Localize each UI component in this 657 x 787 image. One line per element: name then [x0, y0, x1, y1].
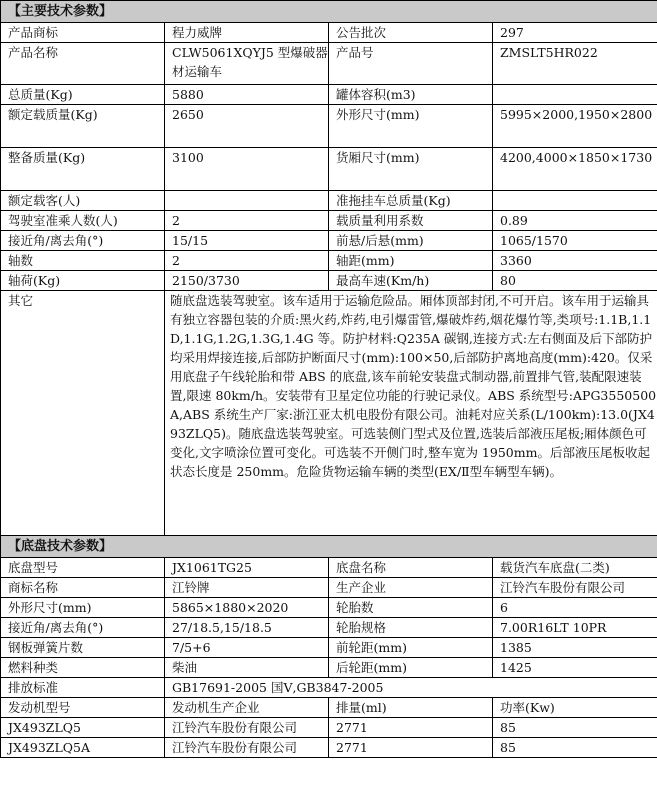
chassis-row-cell-1: 5865×1880×2020 [165, 598, 329, 618]
engine-row-cell-3: 85 [493, 738, 657, 758]
chassis-row-cell-3: 7.00R16LT 10PR [493, 618, 657, 638]
main-row-cell-2: 载质量利用系数 [329, 211, 493, 231]
chassis-row-cell-2: 底盘名称 [329, 558, 493, 578]
chassis-row-cell-3: 6 [493, 598, 657, 618]
main-row [1, 231, 657, 251]
chassis-row [1, 658, 657, 678]
chassis-row-cell-0: 商标名称 [1, 578, 165, 598]
main-row-cell-0: 产品商标 [1, 23, 165, 43]
main-row-cell-3: 5995×2000,1950×2800 [493, 105, 657, 148]
main-row-cell-0: 产品名称 [1, 43, 165, 85]
engine-row-cell-1: 江铃汽车股份有限公司 [165, 718, 329, 738]
main-row-cell-0: 驾驶室准乘人数(人) [1, 211, 165, 231]
chassis-row [1, 578, 657, 598]
chassis-row-cell-2: 轮胎数 [329, 598, 493, 618]
main-row-cell-0: 整备质量(Kg) [1, 148, 165, 191]
chassis-row-cell-3: 1385 [493, 638, 657, 658]
main-row-cell-1: CLW5061XQYJ5 型爆破器材运输车 [165, 43, 329, 85]
main-row-cell-3: 80 [493, 271, 657, 291]
main-row-cell-1: 3100 [165, 148, 329, 191]
chassis-row-cell-2: 后轮距(mm) [329, 658, 493, 678]
engine-header-cell-2: 排量(ml) [329, 698, 493, 718]
main-row-cell-2: 货厢尺寸(mm) [329, 148, 493, 191]
emission-value: GB17691-2005 国Ⅴ,GB3847-2005 [165, 678, 657, 698]
main-row-cell-2: 最高车速(Km/h) [329, 271, 493, 291]
chassis-row-cell-1: 江铃牌 [165, 578, 329, 598]
main-row-cell-3: 3360 [493, 251, 657, 271]
main-row-cell-3: 297 [493, 23, 657, 43]
chassis-row-cell-1: 柴油 [165, 658, 329, 678]
engine-row-cell-0: JX493ZLQ5 [1, 718, 165, 738]
main-row-cell-1: 程力威牌 [165, 23, 329, 43]
engine-header-cell-3: 功率(Kw) [493, 698, 657, 718]
engine-header-cell-0: 发动机型号 [1, 698, 165, 718]
chassis-row-cell-2: 生产企业 [329, 578, 493, 598]
engine-row-cell-2: 2771 [329, 718, 493, 738]
main-row-cell-2: 前悬/后悬(mm) [329, 231, 493, 251]
main-row-cell-0: 轴荷(Kg) [1, 271, 165, 291]
chassis-section-title: 【底盘技术参数】 [1, 536, 657, 558]
engine-row-cell-0: JX493ZLQ5A [1, 738, 165, 758]
main-row-cell-1: 2150/3730 [165, 271, 329, 291]
main-row-cell-2: 产品号 [329, 43, 493, 85]
chassis-row-cell-1: 7/5+6 [165, 638, 329, 658]
chassis-section-title-row [1, 536, 657, 558]
main-row-cell-0: 额定载质量(Kg) [1, 105, 165, 148]
engine-row-cell-3: 85 [493, 718, 657, 738]
main-row [1, 105, 657, 148]
main-row [1, 43, 657, 85]
main-row-cell-3: 4200,4000×1850×1730 [493, 148, 657, 191]
main-section-title-row [1, 1, 657, 23]
main-row [1, 148, 657, 191]
main-row-cell-0: 总质量(Kg) [1, 85, 165, 105]
main-section-title: 【主要技术参数】 [1, 1, 657, 23]
engine-row-cell-2: 2771 [329, 738, 493, 758]
main-row-cell-2: 罐体容积(m3) [329, 85, 493, 105]
other-row [1, 291, 657, 536]
engine-row-cell-1: 江铃汽车股份有限公司 [165, 738, 329, 758]
emission-label: 排放标准 [1, 678, 165, 698]
chassis-row [1, 638, 657, 658]
chassis-row-cell-0: 钢板弹簧片数 [1, 638, 165, 658]
main-row-cell-1: 15/15 [165, 231, 329, 251]
main-row-cell-3 [493, 191, 657, 211]
engine-header-row [1, 698, 657, 718]
engine-row [1, 738, 657, 758]
main-row [1, 191, 657, 211]
spec-table-body [1, 1, 657, 758]
main-row-cell-0: 接近角/离去角(°) [1, 231, 165, 251]
main-row-cell-2: 准拖挂车总质量(Kg) [329, 191, 493, 211]
main-row-cell-3 [493, 85, 657, 105]
chassis-row [1, 558, 657, 578]
engine-header-cell-1: 发动机生产企业 [165, 698, 329, 718]
main-row-cell-1: 2650 [165, 105, 329, 148]
engine-row [1, 718, 657, 738]
chassis-row-cell-3: 1425 [493, 658, 657, 678]
main-row-cell-1: 2 [165, 251, 329, 271]
chassis-row-cell-0: 接近角/离去角(°) [1, 618, 165, 638]
chassis-row [1, 598, 657, 618]
main-row-cell-3: ZMSLT5HR022 [493, 43, 657, 85]
main-row-cell-1: 5880 [165, 85, 329, 105]
main-row-cell-1: 2 [165, 211, 329, 231]
chassis-row-cell-0: 燃料种类 [1, 658, 165, 678]
chassis-row-cell-3: 载货汽车底盘(二类) [493, 558, 657, 578]
chassis-row-cell-2: 前轮距(mm) [329, 638, 493, 658]
emission-row [1, 678, 657, 698]
main-row-cell-2: 公告批次 [329, 23, 493, 43]
main-row [1, 211, 657, 231]
chassis-row-cell-0: 外形尺寸(mm) [1, 598, 165, 618]
chassis-row-cell-0: 底盘型号 [1, 558, 165, 578]
main-row [1, 251, 657, 271]
main-row-cell-0: 轴数 [1, 251, 165, 271]
other-label: 其它 [1, 291, 165, 536]
chassis-row-cell-1: 27/18.5,15/18.5 [165, 618, 329, 638]
main-row-cell-3: 1065/1570 [493, 231, 657, 251]
main-row [1, 271, 657, 291]
main-row-cell-0: 额定载客(人) [1, 191, 165, 211]
chassis-row-cell-3: 江铃汽车股份有限公司 [493, 578, 657, 598]
other-text: 随底盘选装驾驶室。该车适用于运输危险品。厢体顶部封闭,不可开启。该车用于运输具有独立容器包装的介质:黑火药,炸药,电引爆雷管,爆破炸药,烟花爆竹等,类项号:1.1B,1.1D,1.1G,1.2G,1.3G,1.4G 等。防护材料:Q235A 碳钢,连接方式:左右侧面及后下部防护均采用焊接连接,后部防护断面尺寸(mm):100×50,后部防护离地高度(mm):420。仅采用底盘子午线轮胎和带 ABS 的底盘,该车前轮安装盘式制动器,前置排气管,装配限速装置,限速 80km/h。安装带有卫星定位功能的行驶记录仪。ABS 系统型号:APG3550500A,ABS 系统生产厂家:浙江亚太机电股份有限公司。油耗对应关系(L/100km):13.0(JX493ZLQ5)。随底盘选装驾驶室。可选装侧门型式及位置,选装后部液压尾板;厢体颜色可变化,文字喷涂位置可变化。可选装不开侧门时,整车宽为 1950mm。后部液压尾板收起状态长度是 250mm。危险货物运输车辆的类型(EX/Ⅱ型车辆型车辆)。 [165, 291, 657, 536]
chassis-row-cell-1: JX1061TG25 [165, 558, 329, 578]
chassis-row-cell-2: 轮胎规格 [329, 618, 493, 638]
main-row-cell-1 [165, 191, 329, 211]
chassis-row [1, 618, 657, 638]
main-row [1, 85, 657, 105]
main-row [1, 23, 657, 43]
main-row-cell-2: 外形尺寸(mm) [329, 105, 493, 148]
main-row-cell-2: 轴距(mm) [329, 251, 493, 271]
main-row-cell-3: 0.89 [493, 211, 657, 231]
